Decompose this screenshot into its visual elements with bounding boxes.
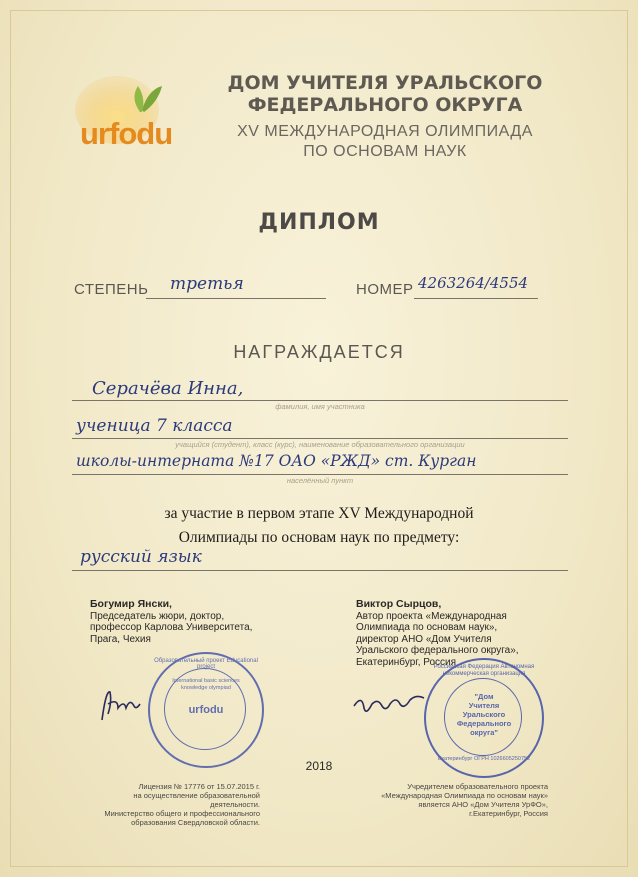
logo-text: urfodu (80, 116, 173, 151)
organization-name: ДОМ УЧИТЕЛЯ УРАЛЬСКОГО ФЕДЕРАЛЬНОГО ОКРУГА (227, 72, 543, 116)
footer-license: Лицензия № 17776 от 15.07.2015 г. на осуществление образовательной деятельности. Министерство общего и профессионального образования Свердловской области. (104, 782, 260, 827)
number-label: НОМЕР (356, 281, 414, 298)
subject-value: русский язык (80, 547, 202, 567)
signature-right (350, 690, 430, 718)
awarded-label: НАГРАЖДАЕТСЯ (233, 342, 405, 362)
recipient-grade: ученица 7 класса (76, 416, 233, 436)
degree-value: третья (170, 274, 244, 294)
year: 2018 (305, 759, 333, 773)
recipient-school: школы-интерната №17 ОАО «РЖД» ст. Курган (76, 452, 477, 470)
grade-hint: учащийся (студент), класс (курс), наименование образовательного организации (175, 440, 465, 449)
footer-founder: Учредителем образовательного проекта «Международная Олимпиада по основам наук» является АНО «Дом Учителя УрФО», г.Екатеринбург, Россия (381, 782, 548, 818)
signature-left (94, 680, 144, 725)
school-hint: населённый пункт (286, 476, 354, 485)
stamp-left: Образовательный проект Educational project International basic sciences knowledge olympiad urfodu (148, 652, 264, 768)
signer-left: Богумир Янски, Председатель жюри, доктор, профессор Карлова Университета, Прага, Чехия (90, 598, 253, 645)
urfodu-logo (72, 62, 182, 167)
number-value: 4263264/4554 (418, 274, 529, 292)
diploma-title: ДИПЛОМ (258, 210, 380, 235)
degree-label: СТЕПЕНЬ (74, 281, 149, 298)
participation-line2: Олимпиады по основам наук по предмету: (178, 529, 460, 546)
signer-right: Виктор Сырцов, Автор проекта «Международная Олимпиада по основам наук», директор АНО «Дом Учителя Уральского федерального округа», Екатеринбург, Россия (356, 598, 519, 668)
stamp-right: Российская Федерация Автономная некоммерческая организация "Дом Учителя Уральского Федерального округа" Екатеринбург ОГРН 1026605250752 (424, 658, 544, 778)
recipient-name: Серачёва Инна, (92, 378, 244, 399)
event-name: XV МЕЖДУНАРОДНАЯ ОЛИМПИАДА ПО ОСНОВАМ НАУК (237, 123, 533, 160)
participation-line1: за участие в первом этапе XV Международной (164, 505, 474, 522)
name-hint: фамилия, имя участника (275, 402, 365, 411)
